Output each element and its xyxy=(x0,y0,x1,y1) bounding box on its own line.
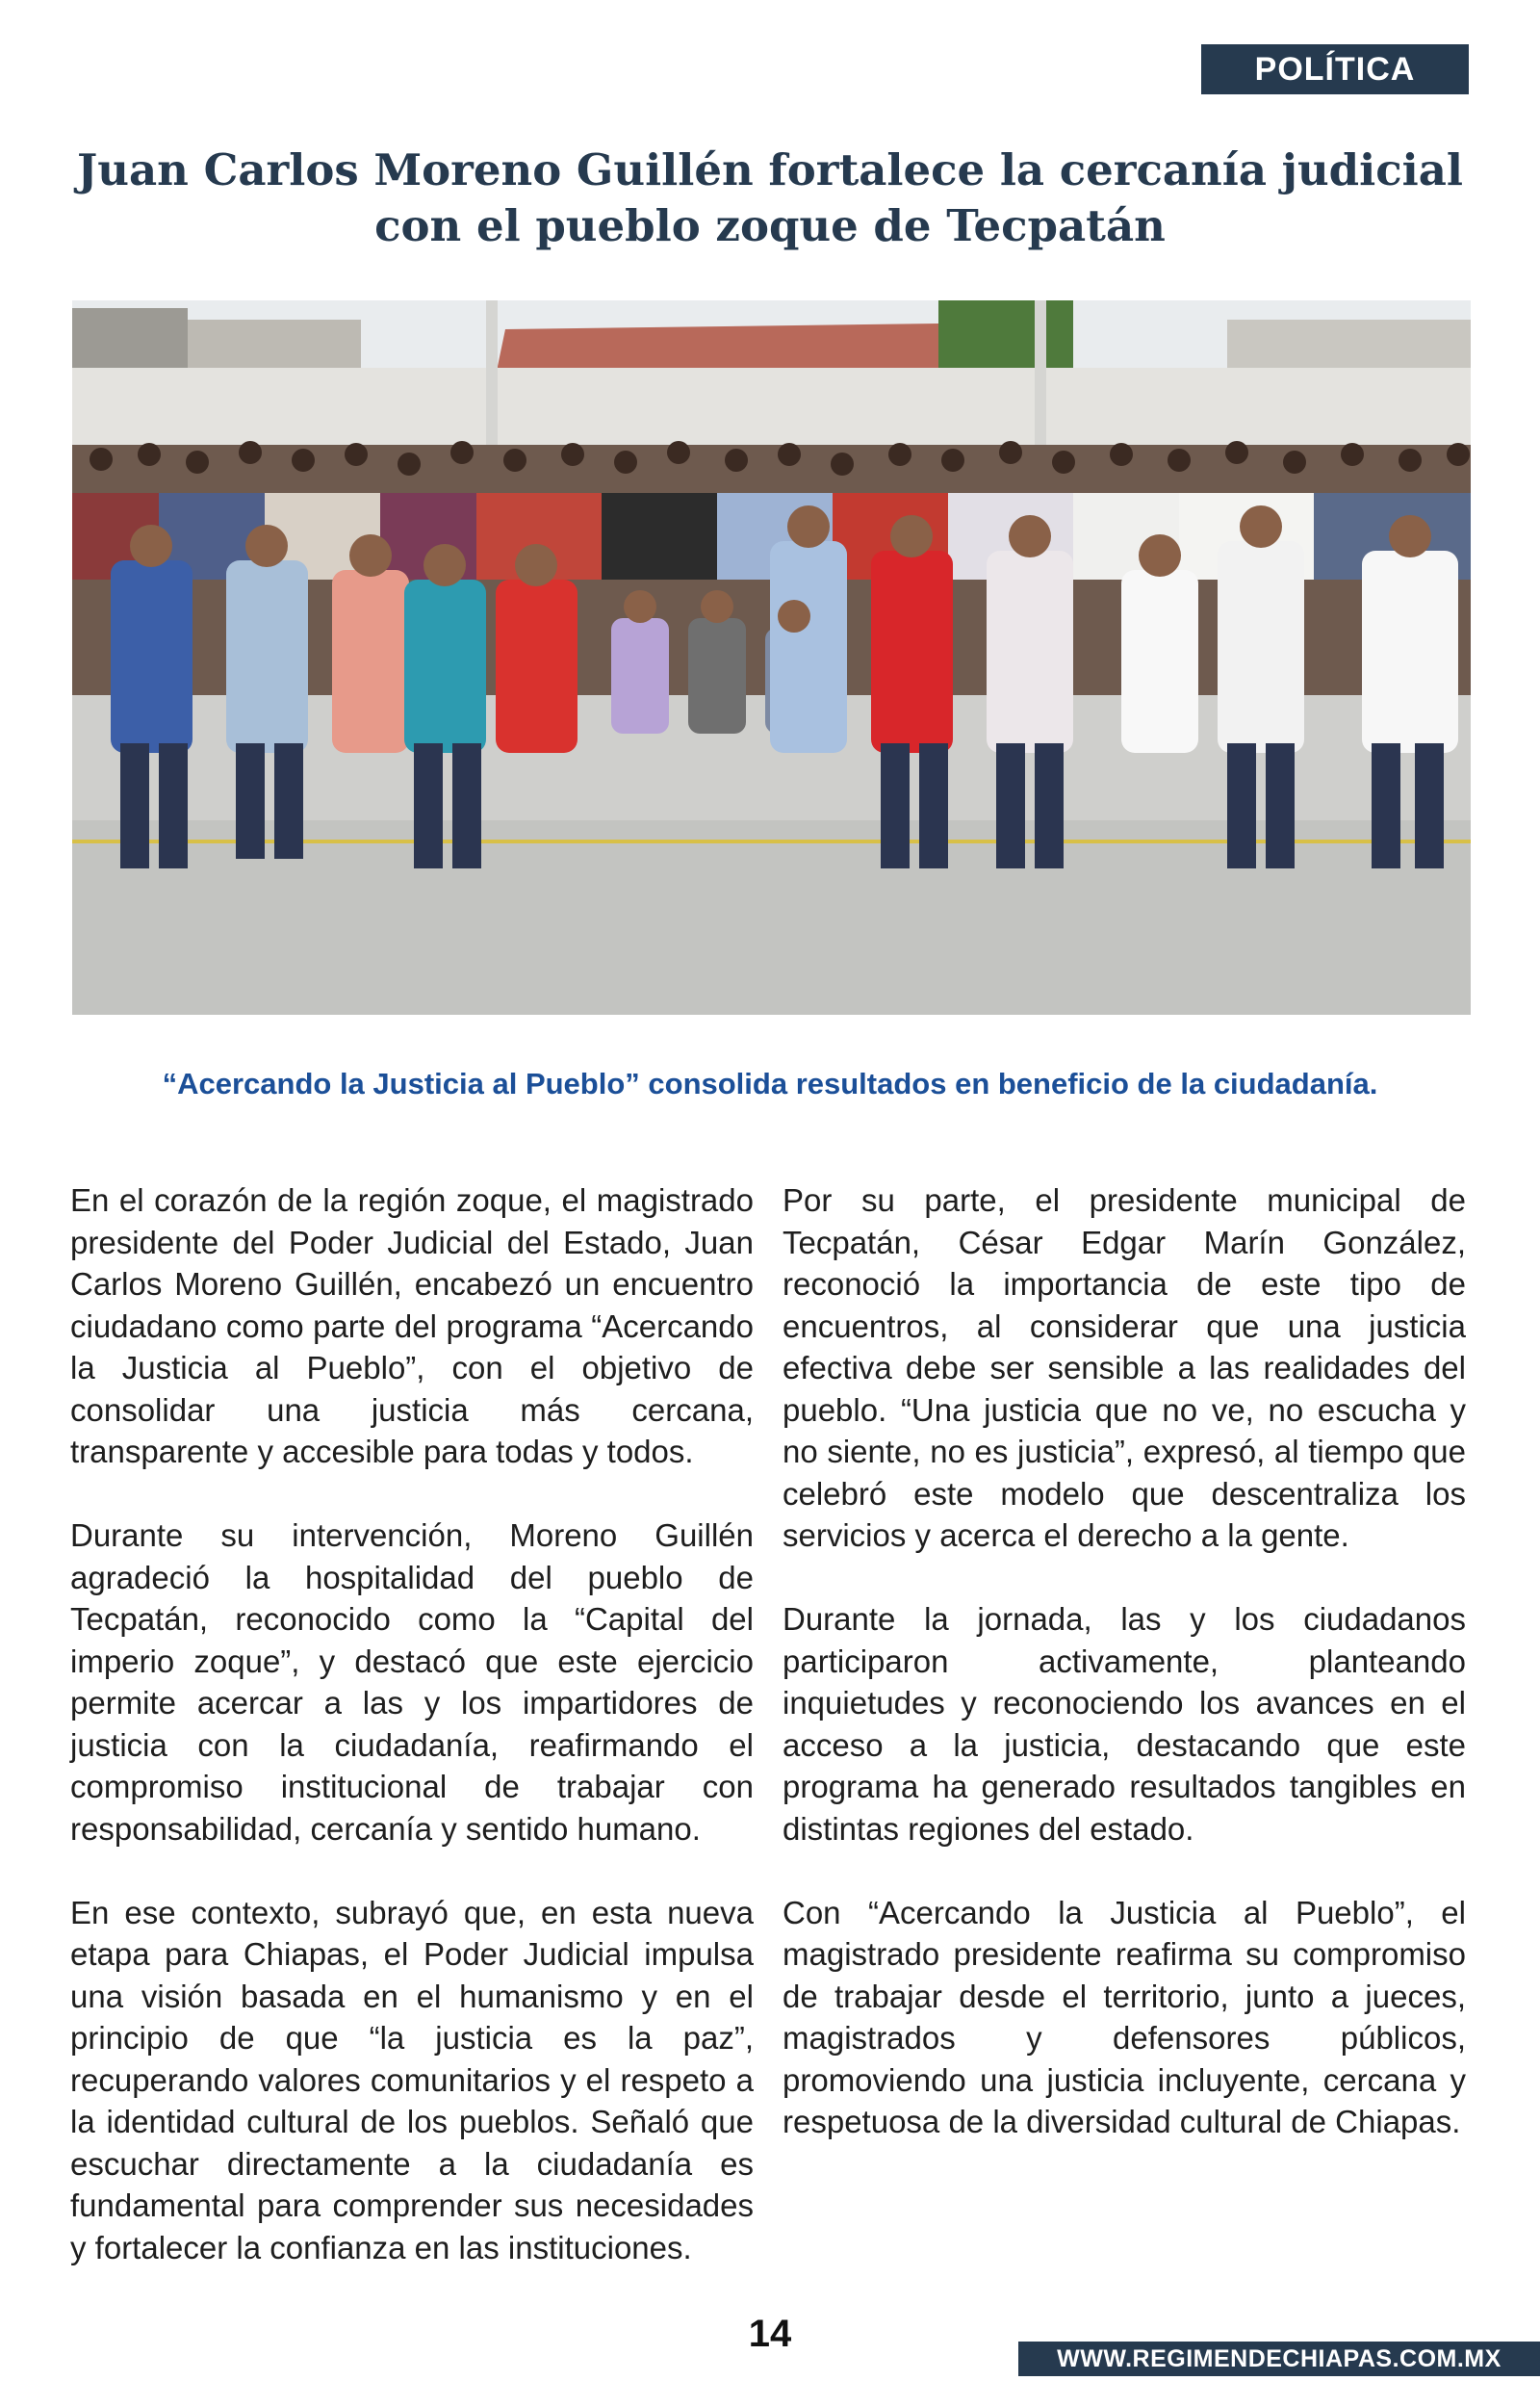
article-paragraph: En ese contexto, subrayó que, en esta nueva etapa para Chiapas, el Poder Judicial impulsa una visión basada en el humanismo y en el principio de que “la justicia es la paz”, recuperando valores comunitarios y el respeto a la identidad cultural de los pueblos. Señaló que escuchar directamente a la ciudadanía es fundamental para comprender sus necesidades y fortalecer la confianza en las instituciones. xyxy=(70,1894,754,2265)
article-paragraph: Por su parte, el presidente municipal de Tecpatán, César Edgar Marín González, reconoció la importancia de este tipo de encuentros, al considerar que una justicia efectiva debe ser sensible a las realidades del pueblo. “Una justicia que no ve, no escucha y no siente, no es justicia”, expresó, al tiempo que celebró este modelo que descentraliza los servicios y acerca el derecho a la gente. xyxy=(783,1182,1466,1553)
article-paragraph: Durante la jornada, las y los ciudadanos participaron activamente, planteando inquietudes y reconociendo los avances en el acceso a la justicia, destacando que este programa ha generado resultados tangibles en distintas regiones del estado. xyxy=(783,1601,1466,1847)
photo-caption: “Acercando la Justicia al Pueblo” consolida resultados en beneficio de la ciudadanía. xyxy=(162,1067,1378,1100)
article-title: Juan Carlos Moreno Guillén fortalece la cercanía judicial con el pueblo zoque de Tecpatán xyxy=(77,144,1463,251)
article-column-left xyxy=(70,1179,754,2311)
footer-url: WWW.REGIMENDECHIAPAS.COM.MX xyxy=(1018,2342,1540,2376)
article-paragraph: En el corazón de la región zoque, el magistrado presidente del Poder Judicial del Estado, Juan Carlos Moreno Guillén, encabezó un encuentro ciudadano como parte del programa “Acercando la Justicia al Pueblo”, con el objetivo de consolidar una justicia más cercana, transparente y accesible para todas y todos. xyxy=(70,1182,754,1469)
page-number: 14 xyxy=(748,2313,792,2355)
article-paragraph: Durante su intervención, Moreno Guillén agradeció la hospitalidad del pueblo de Tecpatán, reconocido como la “Capital del imperio zoque”, y destacó que este ejercicio permite acercar a las y los impartidores de justicia con la ciudadanía, reafirmando el compromiso institucional de trabajar con responsabilidad, cercanía y sentido humano. xyxy=(70,1517,754,1847)
group-photo xyxy=(72,300,1471,1015)
section-tag: POLÍTICA xyxy=(1201,44,1469,94)
article-column-right xyxy=(783,1179,1466,2185)
article-paragraph: Con “Acercando la Justicia al Pueblo”, el magistrado presidente reafirma su compromiso de trabajar desde el territorio, junto a jueces, magistrados y defensores públicos, promoviendo una justicia incluyente, cercana y respetuosa de la diversidad cultural de Chiapas. xyxy=(783,1894,1466,2139)
